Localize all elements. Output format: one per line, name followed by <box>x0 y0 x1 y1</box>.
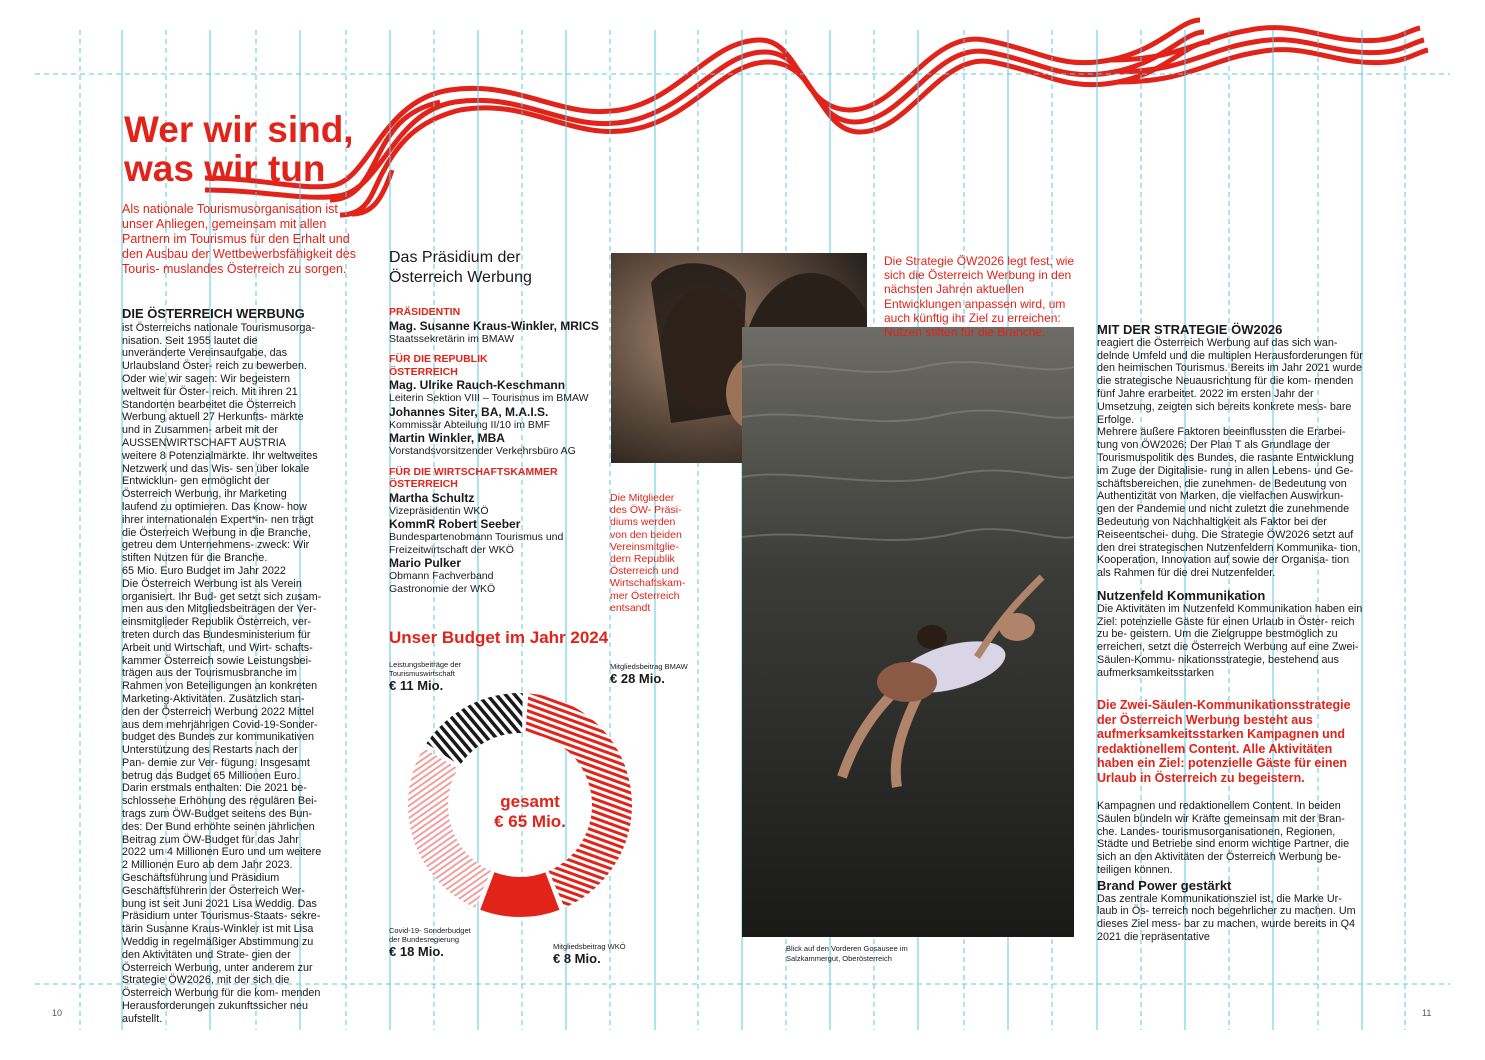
photo-lake-illustration <box>742 327 1074 937</box>
strategy-quote: Die Strategie ÖW2026 legt fest, wie sich die Österreich Werbung in den nächsten Jahren aktuellen Entwicklungen anpassen wird, um auch künftig ihr Ziel zu erreichen: Nutzen stiften für die Branche. <box>884 254 1075 340</box>
title-line-2: was wir tun <box>124 148 326 189</box>
photo-lake-swimmers <box>742 327 1074 937</box>
photo-caption: Blick auf den Vorderen Gosausee im Salzkammergut, Oberösterreich <box>786 944 908 963</box>
strategy-section <box>1097 324 1363 680</box>
oew-paragraph: ist Österreichs nationale Tourismusorga- nisation. Seit 1955 lautet die unveränderte Vereinsaufgabe, das Urlaubsland Öster- reich zu bewerben. Oder wie wir sagen: Wir begeistern weltweit für Öster- reich. Mit ihren 21 Standorten bearbeitet die Österreich Werbung aktuell 27 Herkunfts- märkte und in Zusammen- arbeit mit der AUSSENWIRTSCHAFT AUSTRIA weitere 8 Potenzialmärkte. Ihr weltweites Netzwerk und das Wis- sen über lokale Entwicklun- gen ermöglicht der Österreich Werbung, ihr Marketing laufend zu optimieren. Das Know- how ihrer internationalen Expert*in- nen trägt die Österreich Werbung in die Branche, getreu dem Unternehmens- zweck: Wir stiften Nutzen für die Branche. <box>122 321 318 565</box>
person-name: Martha Schultz <box>389 490 475 505</box>
budget-title: Unser Budget im Jahr 2024 <box>389 628 609 647</box>
strategy-heading: MIT DER STRATEGIE ÖW2026 <box>1097 322 1283 337</box>
budget-label-bmaw <box>610 662 690 686</box>
segment-label: Mitgliedsbeitrag BMAW <box>610 662 688 671</box>
person-name: Martin Winkler, MBA <box>389 431 505 445</box>
person-role: Staatssekretärin im BMAW <box>389 332 515 345</box>
segment-label: Covid-19- Sonderbudget der Bundesregierung <box>389 926 471 944</box>
segment-value: € 8 Mio. <box>553 951 601 966</box>
campaigns-paragraph: Kampagnen und redaktionellem Content. In beiden Säulen bündeln wir Kräfte gemeinsam mit der Bran- che. Landes- tourismusorganisationen, Regionen, Städte und Betriebe sind enorm wichtige Partner, die sich an den Aktivitäten der Österreich Werbung be- teiligen können. <box>1097 800 1350 876</box>
presidium-title-line-2: Österreich Werbung <box>389 269 532 286</box>
segment-value: € 18 Mio. <box>389 944 444 959</box>
members-note: Die Mitglieder des ÖW- Präsi- diums werden von den beiden Vereinsmitglie- dern Republik Österreich und Wirtschaftskam- mer Österreich entsandt <box>610 492 686 614</box>
person-name: KommR Robert Seeber <box>389 517 521 531</box>
oew-section <box>122 308 322 1026</box>
intro-text: Als nationale Tourismusorganisation ist unser Anliegen, gemeinsam mit allen Partnern im Tourismus für den Erhalt und den Ausbau der Wettbewerbsfähigkeit des Touris- muslandes Österreich zu sorgen. <box>122 202 356 276</box>
page-number-left: 10 <box>52 1008 63 1018</box>
donut-slice <box>408 748 491 907</box>
person-role: Leiterin Sektion VIII – Tourismus im BMAW <box>389 392 589 404</box>
segment-value: € 11 Mio. <box>389 678 444 693</box>
person-name: Mag. Susanne Kraus-Winkler, MRICS <box>389 318 599 333</box>
page-number-right: 11 <box>1422 1008 1432 1018</box>
brand-power-paragraph: Das zentrale Kommunikationsziel ist, die Marke Ur- laub in Ös- terreich noch begehrlicher zu machen. Um dieses Ziel mess- bar zu machen, wurde bereits in Q4 2021 die repräsentative <box>1097 892 1356 943</box>
oew-paragraph: Geschäftsführerin der Österreich Wer- bung ist seit Juni 2021 Lisa Weddig. Das Präsidium unter Tourismus-Staats- sekre- tärin Susanne Kraus-Winkler ist mit Lisa Weddig in regelmäßiger Abstimmung zu den Aktivitäten und Strate- gien der Österreich Werbung, unter anderem zur Strategie ÖW2026, mit der sich die Österreich Werbung für die kom- menden Herausforderungen zukunftssicher neu aufstellt. <box>122 884 321 1025</box>
budget-label-covid <box>389 926 479 959</box>
oew-paragraph: 65 Mio. Euro Budget im Jahr 2022 <box>122 564 286 577</box>
oew-heading: DIE ÖSTERREICH WERBUNG <box>122 306 305 321</box>
segment-value: € 28 Mio. <box>610 671 665 686</box>
presidium-title <box>389 248 589 288</box>
presidium-list <box>389 306 609 595</box>
person-role: Vizepräsidentin WKÖ <box>389 504 489 517</box>
budget-center-line-1: gesamt <box>500 792 560 811</box>
person-role: Bundespartenobmann Tourismus und Freizeitwirtschaft der WKÖ <box>389 531 564 556</box>
presidium-group-heading: FÜR DIE REPUBLIK ÖSTERREICH <box>389 353 488 378</box>
budget-center-line-2: € 65 Mio. <box>494 812 566 831</box>
person-name: Mario Pulker <box>389 556 462 570</box>
brand-power-heading: Brand Power gestärkt <box>1097 877 1232 893</box>
presidium-title-line-1: Das Präsidium der <box>389 249 521 266</box>
nutzenfeld-paragraph: Die Aktivitäten im Nutzenfeld Kommunikation haben ein Ziel: potenzielle Gäste für einen Urlaub in Öster- reich zu be- geistern. Um die Zielgruppe bestmöglich zu erreichen, setzt die Österreich Werbung auf eine Zwei-Säulen-Kommu- nikationsstrategie, bestehend aus aufmerksamkeitsstarken <box>1097 602 1363 679</box>
segment-label: Leistungsbeiträge der Tourismuswirtschaft <box>389 660 462 678</box>
title-line-1: Wer wir sind, <box>124 109 354 150</box>
oew-paragraph: Darin erstmals enthalten: Die 2021 be- schlossene Erhöhung des regulären Bei- trags zum ÖW-Budget seitens des Bun- des: Der Bund erhöhte seinen jährlichen Beitrag zum ÖW-Budget für das Jahr 2022 um 4 Millionen Euro und um weitere 2 Millionen Euro ab dem Jahr 2023. <box>122 782 322 872</box>
oew-paragraph: Geschäftsführung und Präsidium <box>122 872 280 885</box>
segment-label: Mitgliedsbeitrag WKÖ <box>553 942 626 951</box>
campaigns-section <box>1097 800 1363 944</box>
person-name: Johannes Siter, BA, M.A.I.S. <box>389 404 549 419</box>
budget-label-tourism <box>389 660 489 693</box>
presidium-group-heading: FÜR DIE WIRTSCHAFTSKAMMER ÖSTERREICH <box>389 465 558 490</box>
presidium-group-heading: PRÄSIDENTIN <box>389 306 461 318</box>
person-name: Mag. Ulrike Rauch-Keschmann <box>389 378 566 392</box>
nutzenfeld-heading: Nutzenfeld Kommunikation <box>1097 587 1266 603</box>
budget-label-wko <box>553 942 663 966</box>
oew-paragraph: Die Österreich Werbung ist als Verein organisiert. Ihr Bud- get setzt sich zusam- men aus den Mitgliedsbeiträgen der Ver- einsmitglieder Republik Österreich, ver- treten durch das Bundesministerium für Arbeit und Wirtschaft, und Wirt- schafts- kammer Österreich sowie Leistungsbei- trägen aus der Tourismusbranche im Rahmen von Beteiligungen an konkreten Marketing-Aktivitäten. Zusätzlich stan- den der Österreich Werbung 2022 Mittel aus dem mehrjährigen Covid-19-Sonder- budget des Bundes zur kommunikativen Unterstützung des Restarts nach der Pan- demie zur Ver- fügung. Insgesamt betrug das Budget 65 Millionen Euro. <box>122 577 322 782</box>
donut-slice <box>480 872 559 917</box>
page-title <box>124 110 424 188</box>
communication-quote: Die Zwei-Säulen-Kommunikationsstrategie der Österreich Werbung besteht aus aufmerksamkeitsstarken Kampagnen und redaktionellem Content. Alle Aktivitäten haben ein Ziel: potenzielle Gäste für einen Urlaub in Österreich zu begeistern. <box>1097 698 1351 785</box>
donut-slice <box>426 693 522 765</box>
person-role: Obmann Fachverband Gastronomie der WKÖ <box>389 570 496 595</box>
strategy-paragraph: Mehrere äußere Faktoren beeinflussten die Erarbei- tung von ÖW2026: Der Plan T als Grundlage der Tourismuspolitik des Bundes, die rasante Entwicklung im Zuge der Digitalisie- rung in allen Lebens- und Ge- schäftsbereichen, die zunehmen- de Bedeutung von Authentizität von Marken, die vielfachen Auswirkun- gen der Pandemie und nicht zuletzt die zunehmende Bedeutung von Nachhaltigkeit als Faktor bei der Reiseentschei- dung. Die Strategie ÖW2026 setzt auf den drei strategischen Nutzenfeldern Kommunika- tion, Kooperation, Innovation auf sowie der Organisa- tion als Rahmen für die drei Nutzenfelder. <box>1097 426 1361 580</box>
person-role: Vorstandsvorsitzender Verkehrsbüro AG <box>389 445 576 457</box>
strategy-paragraph: reagiert die Österreich Werbung auf das sich wan- delnde Umfeld und die multiplen Herausforderungen für den heimischen Tourismus. Bereits im Jahr 2021 wurde die strategische Neuausrichtung für die kom- menden fünf Jahre erarbeitet. 2022 im ersten Jahr der Umsetzung, zeigten sich bereits konkrete mess- bare Erfolge. <box>1097 336 1363 426</box>
person-role: Kommissär Abteilung II/10 im BMF <box>389 418 551 431</box>
budget-center-label <box>480 792 580 832</box>
